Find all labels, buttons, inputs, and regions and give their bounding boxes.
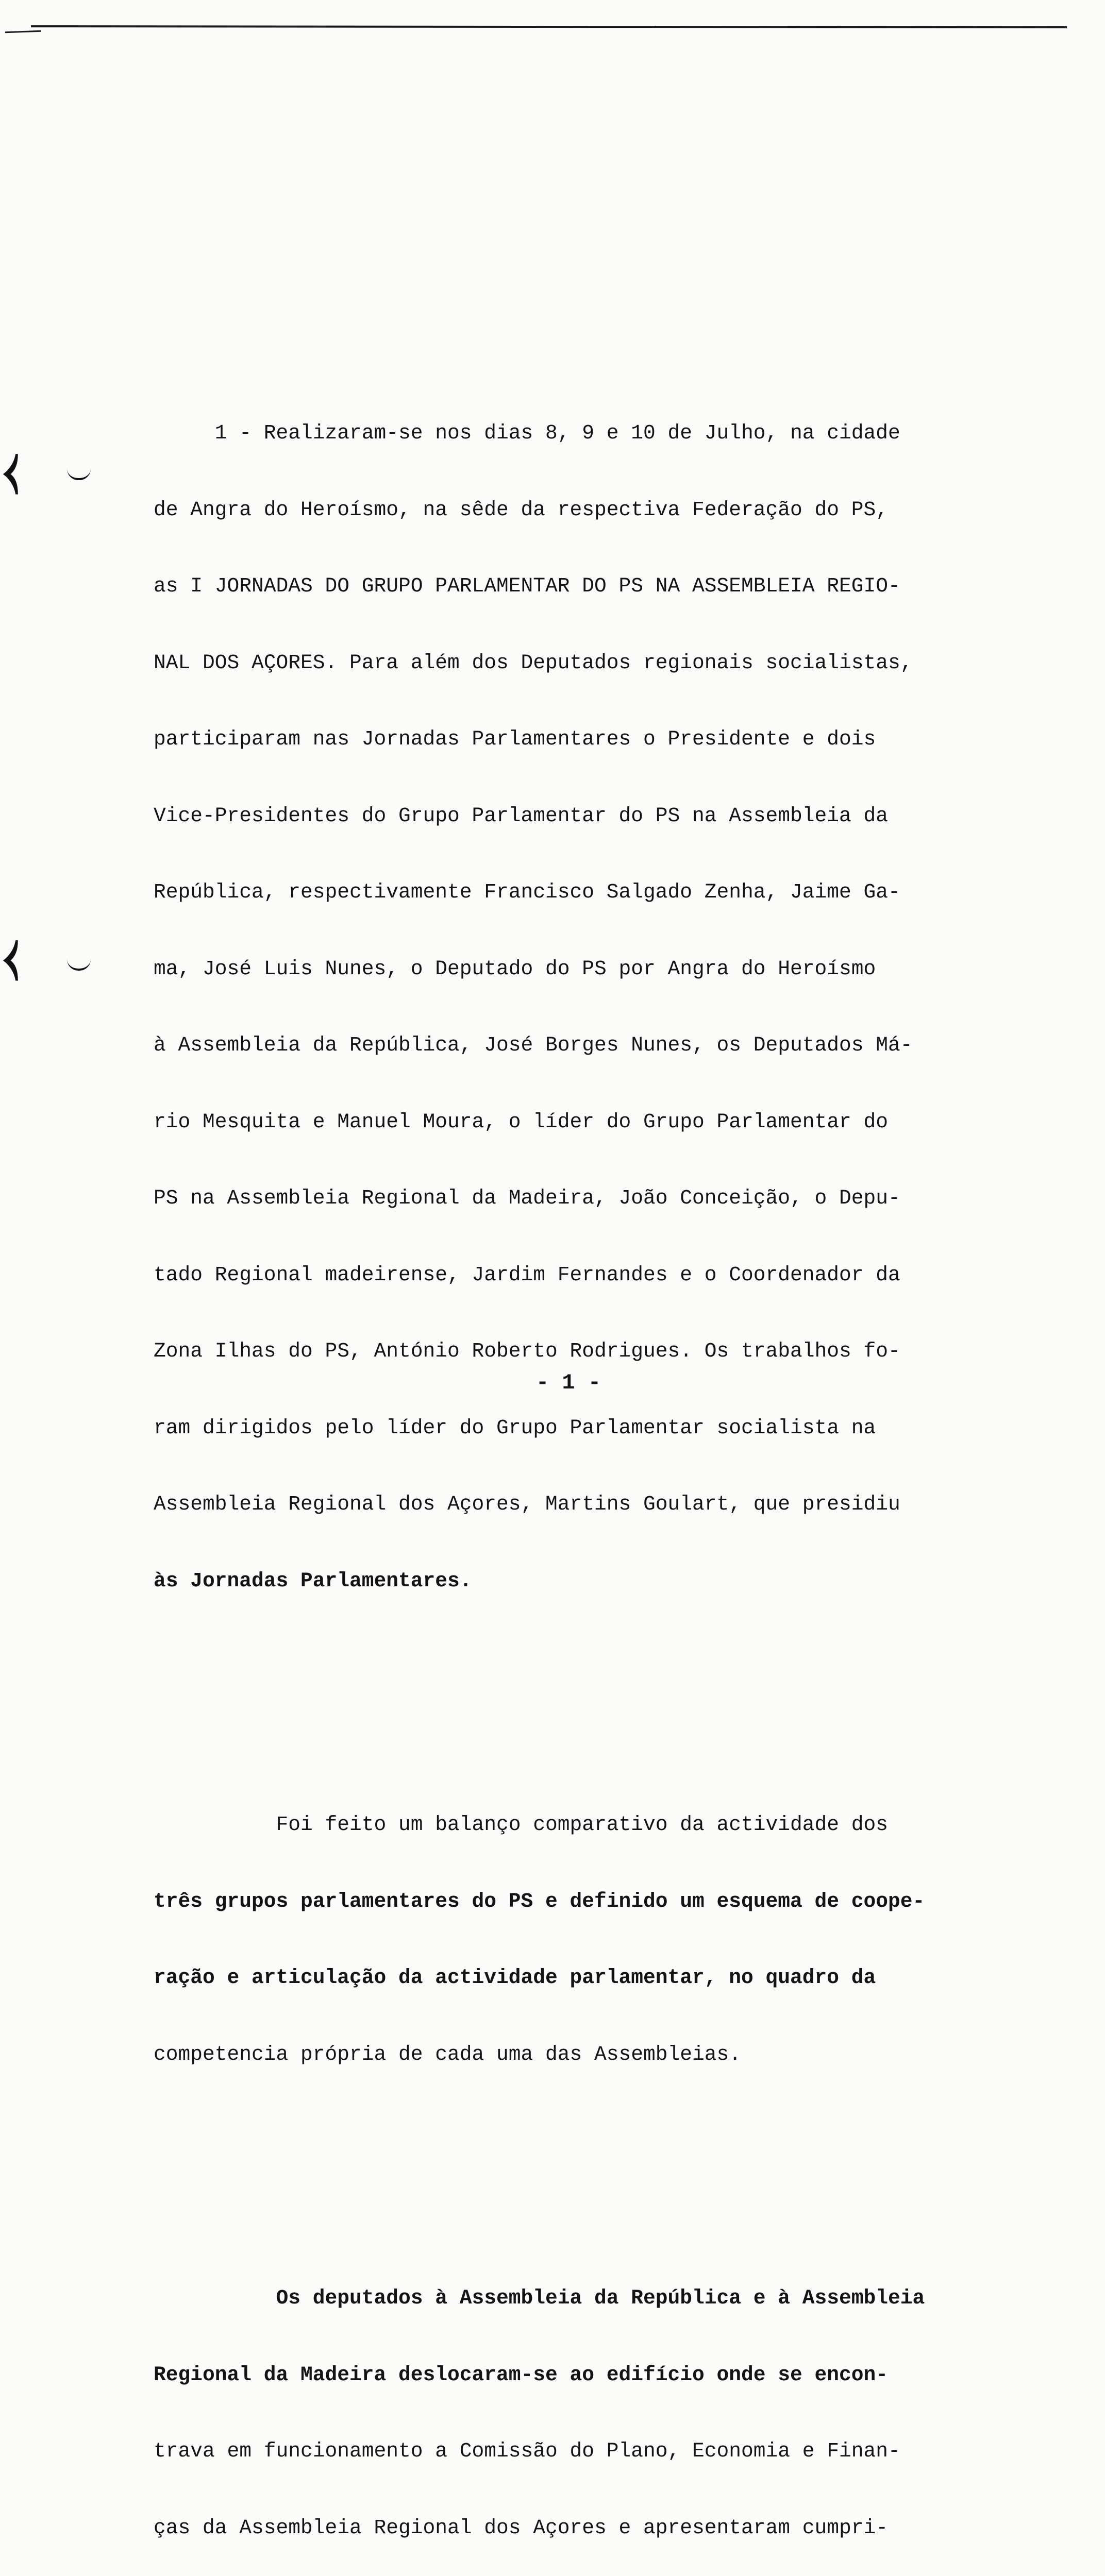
text-line: três grupos parlamentares do PS e definido um esquema de coope-	[154, 1889, 925, 1913]
text-line: ma, José Luis Nunes, o Deputado do PS por Angra do Heroísmo	[154, 957, 876, 980]
text-line: Zona Ilhas do PS, António Roberto Rodrigues. Os trabalhos fo-	[154, 1340, 900, 1363]
text-line: ram dirigidos pelo líder do Grupo Parlamentar socialista na	[154, 1416, 876, 1439]
margin-c-mark: ⧼	[3, 443, 20, 497]
text-line: Foi feito um balanço comparativo da actividade dos	[154, 1813, 889, 1836]
text-line: de Angra do Heroísmo, na sêde da respectiva Federação do PS,	[154, 498, 889, 521]
text-line: ração e articulação da actividade parlamentar, no quadro da	[154, 1966, 876, 1989]
text-line: as I JORNADAS DO GRUPO PARLAMENTAR DO PS NA ASSEMBLEIA REGIO-	[154, 574, 900, 598]
text-line: República, respectivamente Francisco Salgado Zenha, Jaime Ga-	[154, 880, 900, 904]
text-line: Assembleia Regional dos Açores, Martins Goulart, que presidiu	[154, 1493, 900, 1516]
text-line: ças da Assembleia Regional dos Açores e apresentaram cumpri-	[154, 2516, 889, 2539]
text-line: participaram nas Jornadas Parlamentares o Presidente e dois	[154, 727, 876, 751]
text-line: à Assembleia da República, José Borges Nunes, os Deputados Má-	[154, 1033, 913, 1057]
text-line: trava em funcionamento a Comissão do Plano, Economia e Finan-	[154, 2439, 900, 2463]
margin-tick-mark	[67, 959, 91, 971]
text-line: às Jornadas Parlamentares.	[154, 1569, 472, 1592]
margin-tick-mark	[67, 469, 91, 480]
paragraph-1	[154, 369, 1040, 1645]
text-line: tado Regional madeirense, Jardim Fernandes e o Coordenador da	[154, 1263, 900, 1286]
margin-c-mark: ⧼	[3, 929, 20, 984]
paragraph-3	[154, 2234, 1040, 2576]
text-line: NAL DOS AÇORES. Para além dos Deputados regionais socialistas,	[154, 651, 913, 674]
text-line: rio Mesquita e Manuel Moura, o líder do Grupo Parlamentar do	[154, 1110, 889, 1133]
text-line: competencia própria de cada uma das Assembleias.	[154, 2042, 742, 2066]
page-number: - 1 -	[536, 1370, 601, 1395]
text-line: Os deputados à Assembleia da República e à Assembleia	[154, 2286, 925, 2310]
top-rule	[31, 25, 1067, 28]
text-line: Regional da Madeira deslocaram-se ao edifício onde se encon-	[154, 2363, 889, 2386]
top-rule-lead	[5, 30, 41, 33]
typed-body	[154, 318, 1040, 2576]
paragraph-2	[154, 1761, 1040, 2118]
text-line: PS na Assembleia Regional da Madeira, João Conceição, o Depu-	[154, 1187, 900, 1210]
text-line: Vice-Presidentes do Grupo Parlamentar do PS na Assembleia da	[154, 804, 889, 827]
text-line: 1 - Realizaram-se nos dias 8, 9 e 10 de Julho, na cidade	[154, 421, 900, 445]
